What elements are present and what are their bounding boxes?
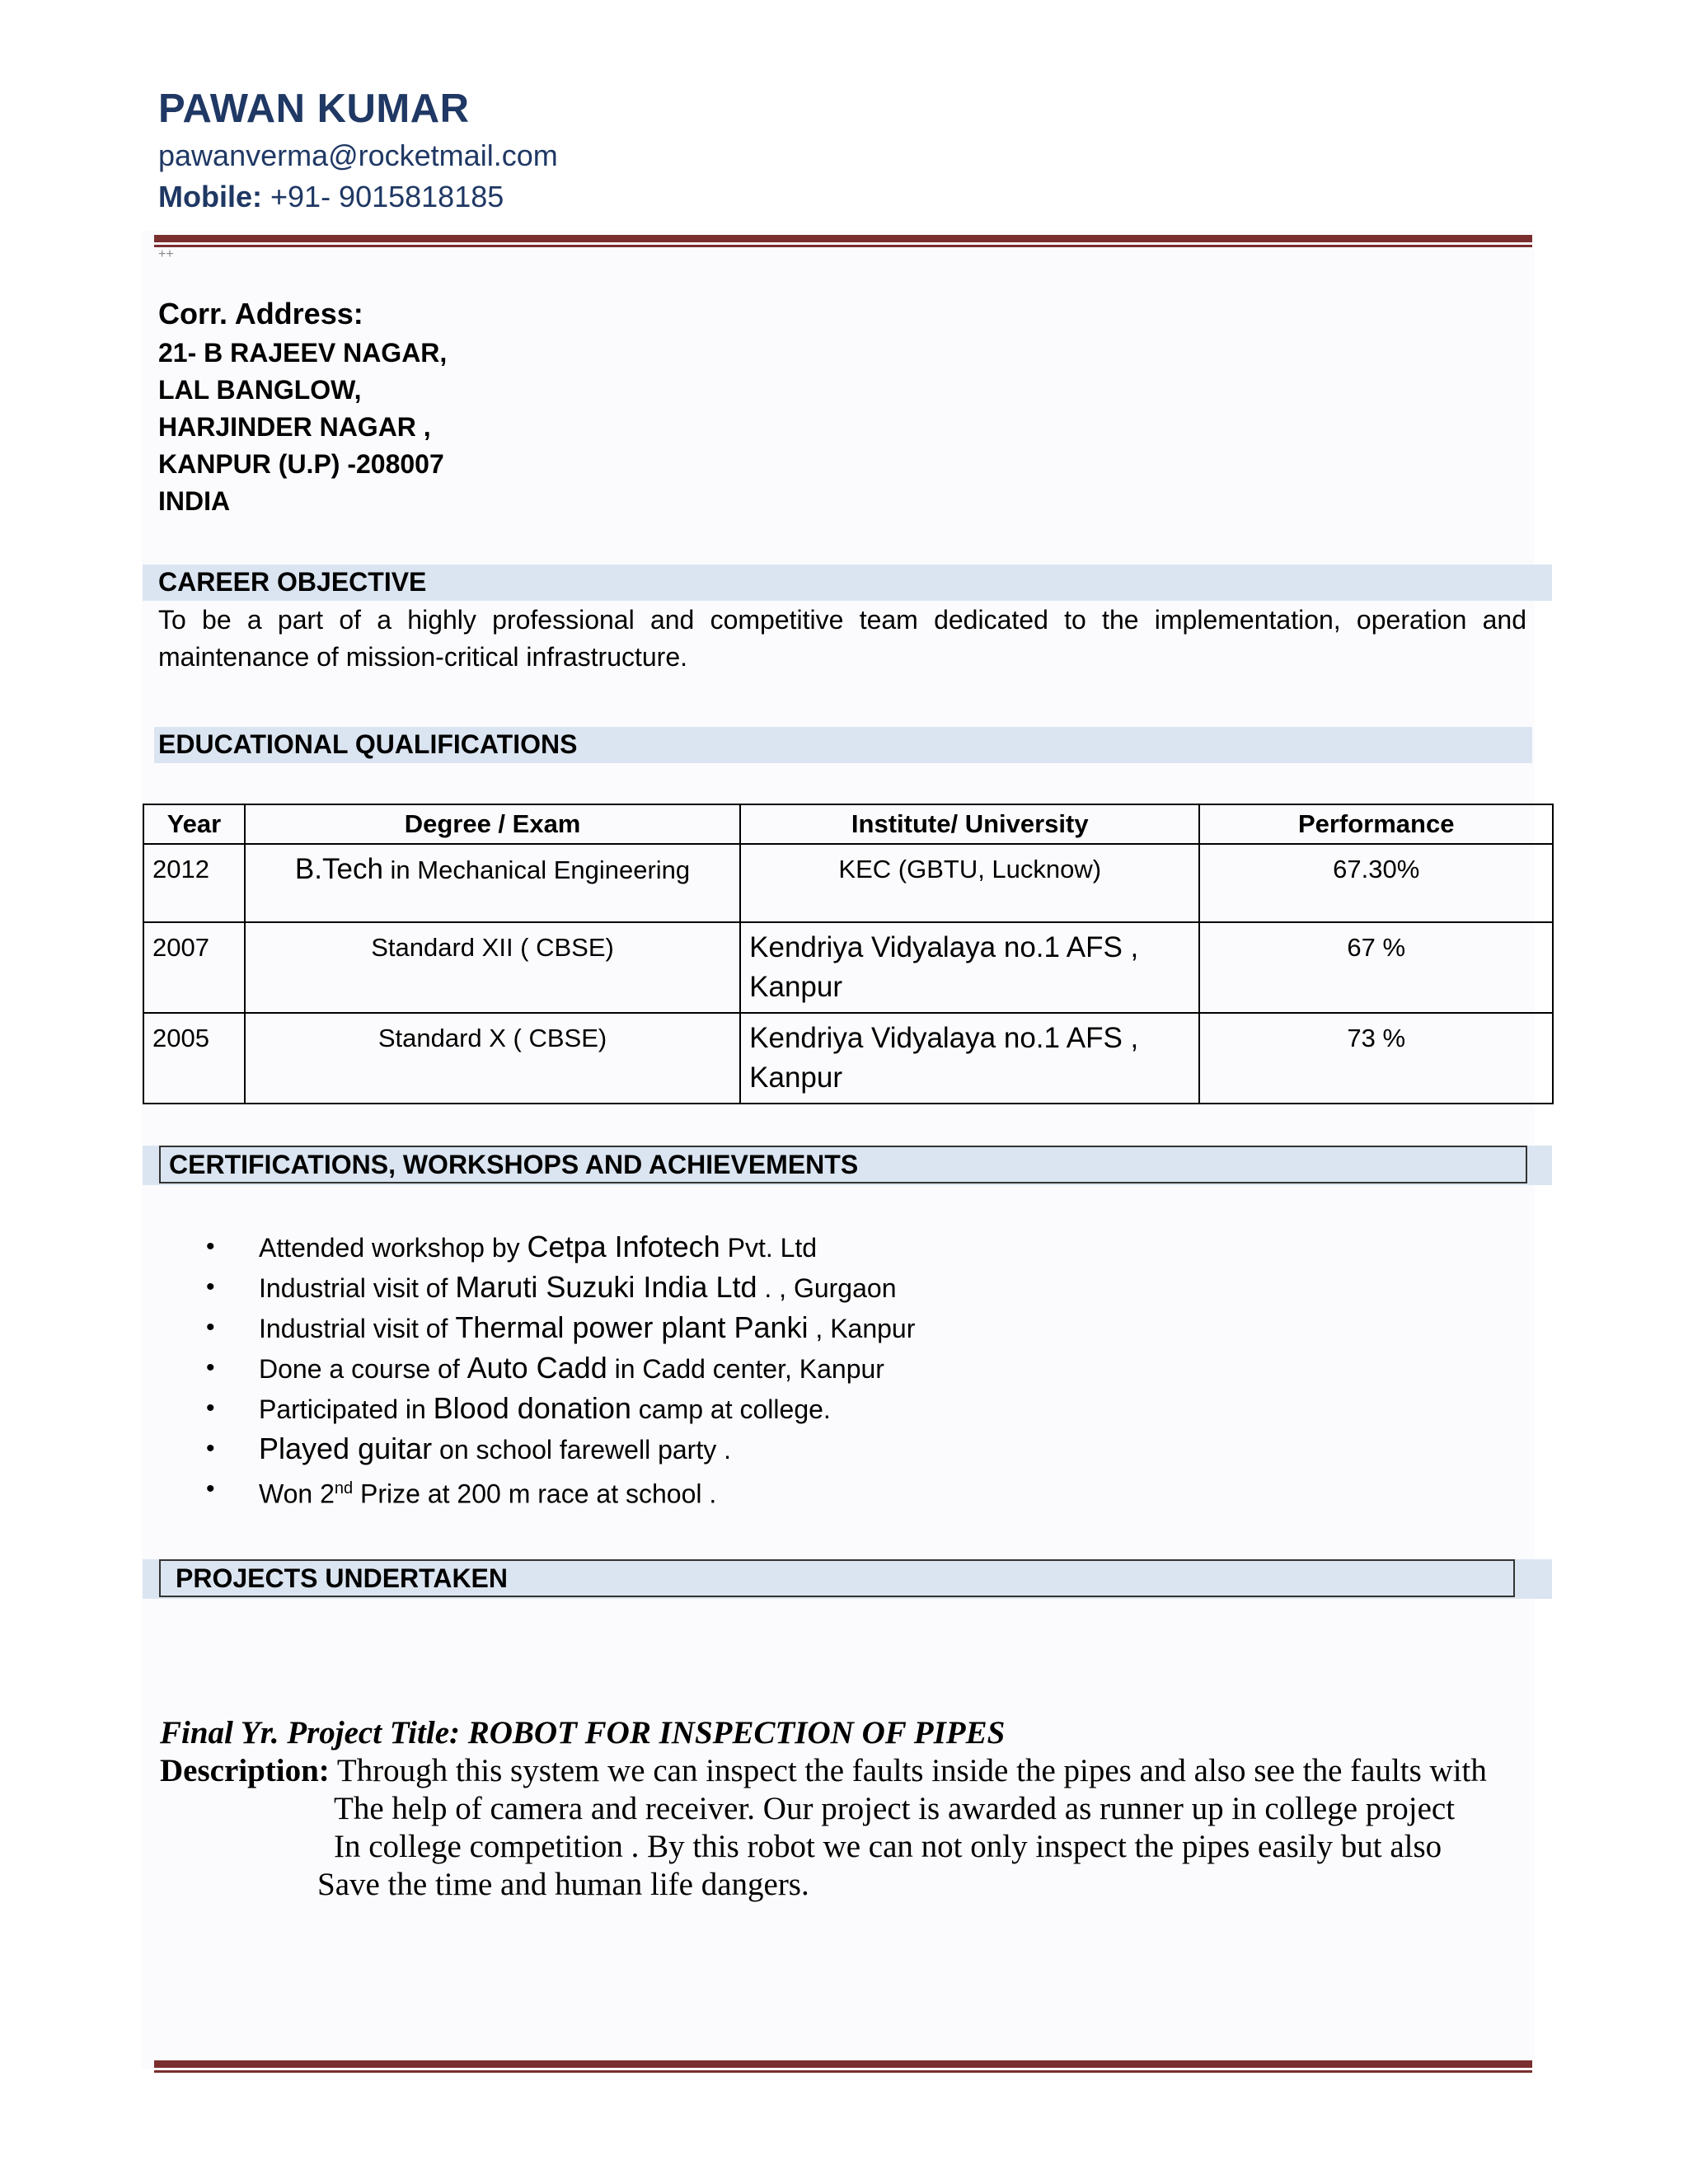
performance-cell: 67.30% — [1199, 844, 1553, 922]
list-item: • Won 2nd Prize at 200 m race at school . — [206, 1469, 915, 1509]
address-line: 21- B RAJEEV NAGAR, — [158, 338, 448, 368]
institute-line: Kendriya Vidyalaya no.1 AFS , — [749, 931, 1139, 963]
table-row — [143, 922, 1553, 1013]
degree-cell — [245, 844, 740, 922]
project-description-line: The help of camera and receiver. Our project is awarded as runner up in college project — [334, 1791, 1456, 1826]
project-description-line: Description: Through this system we can inspect the faults inside the pipes and also see the faults with — [160, 1753, 1487, 1788]
year-cell: 2007 — [143, 922, 245, 1013]
degree-detail: in Mechanical Engineering — [382, 855, 691, 884]
address-heading: Corr. Address: — [158, 297, 363, 330]
address-line: LAL BANGLOW, — [158, 375, 362, 405]
institute-cell — [740, 1013, 1199, 1104]
header-divider — [154, 235, 1532, 247]
list-item: • Done a course of Auto Cadd in Cadd center, Kanpur — [206, 1347, 915, 1388]
bullet: • — [206, 1354, 215, 1381]
institute-line: Kanpur — [749, 971, 843, 1003]
year-cell: 2012 — [143, 844, 245, 922]
institute-cell — [740, 922, 1199, 1013]
table-row — [143, 844, 1553, 922]
education-table — [143, 804, 1554, 1104]
bullet: • — [206, 1233, 215, 1260]
column-header: Degree / Exam — [245, 804, 740, 844]
table-row — [143, 1013, 1553, 1104]
achievements-heading: CERTIFICATIONS, WORKSHOPS AND ACHIEVEMENTS — [159, 1146, 1527, 1183]
list-item: • Industrial visit of Maruti Suzuki India Ltd . , Gurgaon — [206, 1267, 915, 1307]
project-title: Final Yr. Project Title: ROBOT FOR INSPECTION OF PIPES — [160, 1715, 1006, 1750]
address-line: HARJINDER NAGAR , — [158, 412, 431, 442]
list-item: • Attended workshop by Cetpa Infotech Pvt. Ltd — [206, 1226, 915, 1267]
bullet: • — [206, 1394, 215, 1422]
bullet: • — [206, 1273, 215, 1301]
list-item: • Played guitar on school farewell party . — [206, 1428, 915, 1469]
year-cell: 2005 — [143, 1013, 245, 1104]
education-heading: EDUCATIONAL QUALIFICATIONS — [158, 729, 578, 759]
institute-line: Kendriya Vidyalaya no.1 AFS , — [749, 1022, 1139, 1054]
mobile-number — [158, 180, 504, 214]
candidate-name: PAWAN KUMAR — [158, 87, 470, 131]
list-item: • Industrial visit of Thermal power plant Panki , Kanpur — [206, 1307, 915, 1347]
degree-cell: Standard XII ( CBSE) — [245, 922, 740, 1013]
mobile-label: Mobile: — [158, 180, 262, 213]
mobile-value: +91- 9015818185 — [270, 180, 504, 213]
column-header: Year — [143, 804, 245, 844]
address-line: KANPUR (U.P) -208007 — [158, 449, 444, 479]
achievements-list — [206, 1226, 915, 1509]
marker-text: ++ — [158, 247, 174, 261]
column-header: Performance — [1199, 804, 1553, 844]
address-block — [158, 335, 447, 520]
footer-divider — [154, 2060, 1532, 2073]
list-item: • Participated in Blood donation camp at college. — [206, 1388, 915, 1428]
description-label: Description: — [160, 1753, 330, 1788]
performance-cell: 73 % — [1199, 1013, 1553, 1104]
email-link[interactable]: pawanverma@rocketmail.com — [158, 138, 558, 172]
career-objective-heading: CAREER OBJECTIVE — [158, 567, 427, 597]
table-header-row — [143, 804, 1553, 844]
performance-cell: 67 % — [1199, 922, 1553, 1013]
project-description-line: In college competition . By this robot we can not only inspect the pipes easily but also — [334, 1829, 1442, 1864]
institute-line: Kanpur — [749, 1062, 843, 1094]
bullet: • — [206, 1475, 215, 1502]
projects-heading: PROJECTS UNDERTAKEN — [159, 1559, 1515, 1597]
career-objective-text: To be a part of a highly professional and competitive team dedicated to the implementation, operation and maintenance of mission-critical infrastructure. — [158, 605, 1526, 672]
address-line: INDIA — [158, 486, 231, 516]
institute-cell: KEC (GBTU, Lucknow) — [740, 844, 1199, 922]
project-description-line: Save the time and human life dangers. — [317, 1867, 809, 1902]
degree-main: B.Tech — [294, 853, 383, 885]
column-header: Institute/ University — [740, 804, 1199, 844]
degree-cell: Standard X ( CBSE) — [245, 1013, 740, 1104]
bullet: • — [206, 1314, 215, 1341]
bullet: • — [206, 1435, 215, 1462]
